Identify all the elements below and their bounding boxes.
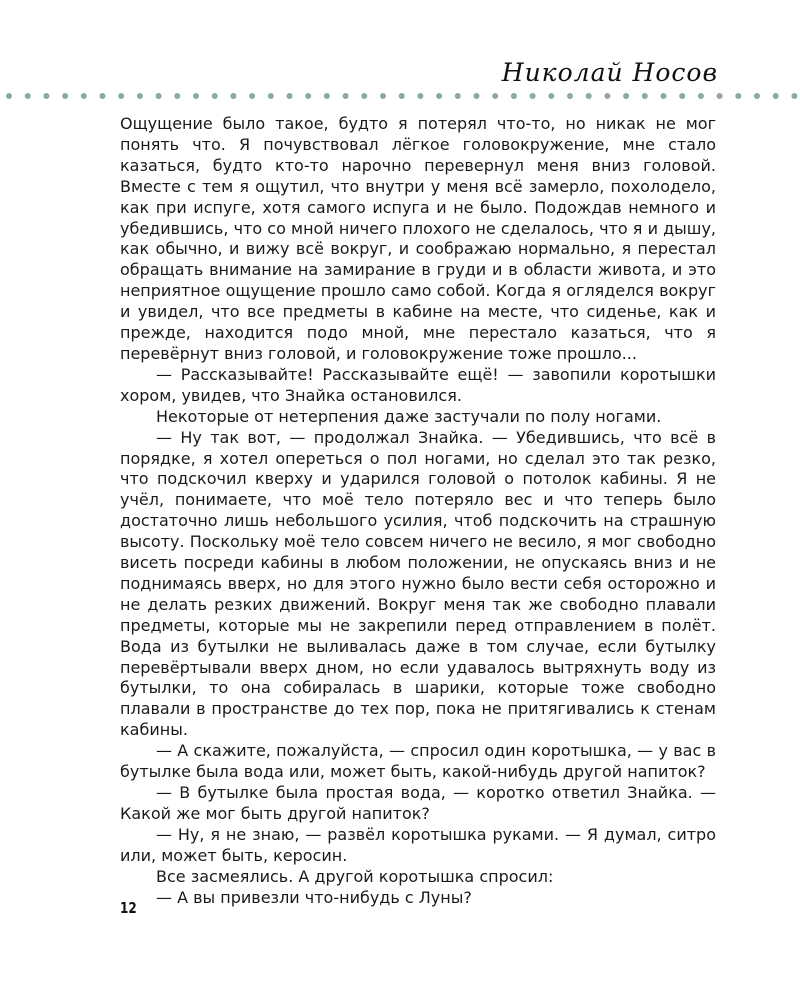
divider-dot	[137, 93, 143, 99]
divider-dot	[43, 93, 49, 99]
divider-dot	[642, 93, 648, 99]
divider-dot	[361, 93, 367, 99]
paragraph: Некоторые от нетерпения даже застучали по полу ногами.	[156, 406, 662, 426]
paragraph: Все засмеялись. А другой коротышка спросил:	[156, 866, 554, 886]
divider-dot	[156, 93, 162, 99]
paragraph: — Ну так вот, — продолжал Знайка. — Убедившись, что всё в порядке, я хотел опереться о пол ногами, но сделал это так резко, что подскочил кверху и ударился головой о потолок кабины. Я не учёл, понимаете, что моё тело потеряло вес и что теперь было достаточно лишь небольшого усилия, чтоб подскочить на страшную высоту. Поскольку моё тело совсем ничего не весило, я мог свободно висеть посреди кабины в любом положении, не опускаясь вниз и не поднимаясь вверх, но для этого нужно было вести себя осторожно и не делать резких движений. Вокруг меня так же свободно плавали предметы, которые мы не закрепили перед отправлением в полёт. Вода из бутылки не выливалась даже в том случае, если бутылку перевёртывали вверх дном, но если удавалось вытряхнуть воду из бутылки, то она собиралась в шарики, которые тоже свободно плавали в пространстве до тех пор, пока не притягивались к стенам кабины.	[120, 427, 716, 740]
divider-dot	[511, 93, 517, 99]
divider-dot	[118, 93, 124, 99]
divider-dot	[791, 93, 797, 99]
divider-dot	[212, 93, 218, 99]
divider-dot	[380, 93, 386, 99]
divider-dot	[305, 93, 311, 99]
divider-dot	[268, 93, 274, 99]
divider-dot	[436, 93, 442, 99]
divider-dot	[324, 93, 330, 99]
divider-dot	[754, 93, 760, 99]
paragraph: — А вы привезли что-нибудь с Луны?	[156, 887, 472, 907]
divider-dot	[100, 93, 106, 99]
divider-dot	[698, 93, 704, 99]
divider-dot	[604, 93, 610, 99]
page-body-text	[120, 114, 716, 908]
page-number: 12	[120, 899, 137, 917]
running-head-author: Николай Носов	[501, 58, 718, 87]
divider-dot	[586, 93, 592, 99]
paragraph: — Рассказывайте! Рассказывайте ещё! — завопили коротышки хором, увидев, что Знайка остановился.	[120, 364, 716, 405]
dotted-divider	[0, 90, 800, 102]
divider-dot	[417, 93, 423, 99]
divider-dot	[530, 93, 536, 99]
divider-dot	[717, 93, 723, 99]
paragraph: — А скажите, пожалуйста, — спросил один коротышка, — у вас в бутылке была вода или, может быть, какой-нибудь другой напиток?	[120, 741, 716, 782]
divider-dot	[661, 93, 667, 99]
divider-dot	[679, 93, 685, 99]
divider-dot	[455, 93, 461, 99]
paragraph: — Ну, я не знаю, — развёл коротышка руками. — Я думал, ситро или, может быть, керосин.	[120, 824, 716, 865]
divider-dot	[492, 93, 498, 99]
divider-dot	[343, 93, 349, 99]
divider-dot	[567, 93, 573, 99]
paragraph: — В бутылке была простая вода, — коротко ответил Знайка. — Какой же мог быть другой напиток?	[120, 783, 716, 823]
divider-dot	[474, 93, 480, 99]
paragraph: Ощущение было такое, будто я потерял что-то, но никак не мог понять что. Я почувствовал лёгкое головокружение, мне стало казаться, будто кто-то нарочно перевернул меня вниз головой. Вместе с тем я ощутил, что внутри у меня всё замерло, похолодело, как при испуге, хотя самого испуга и не было. Подождав немного и убедившись, что со мной ничего плохого не сделалось, что я и дышу, как обычно, и вижу всё вокруг, и соображаю нормально, я перестал обращать внимание на замирание в груди и в области живота, и это неприятное ощущение прошло само собой. Когда я огляделся вокруг и увидел, что все предметы в кабине на месте, что сиденье, как и прежде, находится подо мной, мне перестало казаться, что я перевёрнут вниз головой, и головокружение тоже прошло...	[120, 114, 716, 363]
divider-dot	[193, 93, 199, 99]
divider-dot	[230, 93, 236, 99]
divider-dot	[623, 93, 629, 99]
divider-dot	[773, 93, 779, 99]
divider-dot	[81, 93, 87, 99]
divider-dot	[287, 93, 293, 99]
divider-dot	[735, 93, 741, 99]
divider-dot	[62, 93, 68, 99]
divider-dot	[6, 93, 12, 99]
divider-dot	[25, 93, 31, 99]
divider-dot	[548, 93, 554, 99]
divider-dot	[399, 93, 405, 99]
divider-dot	[249, 93, 255, 99]
divider-dot	[174, 93, 180, 99]
